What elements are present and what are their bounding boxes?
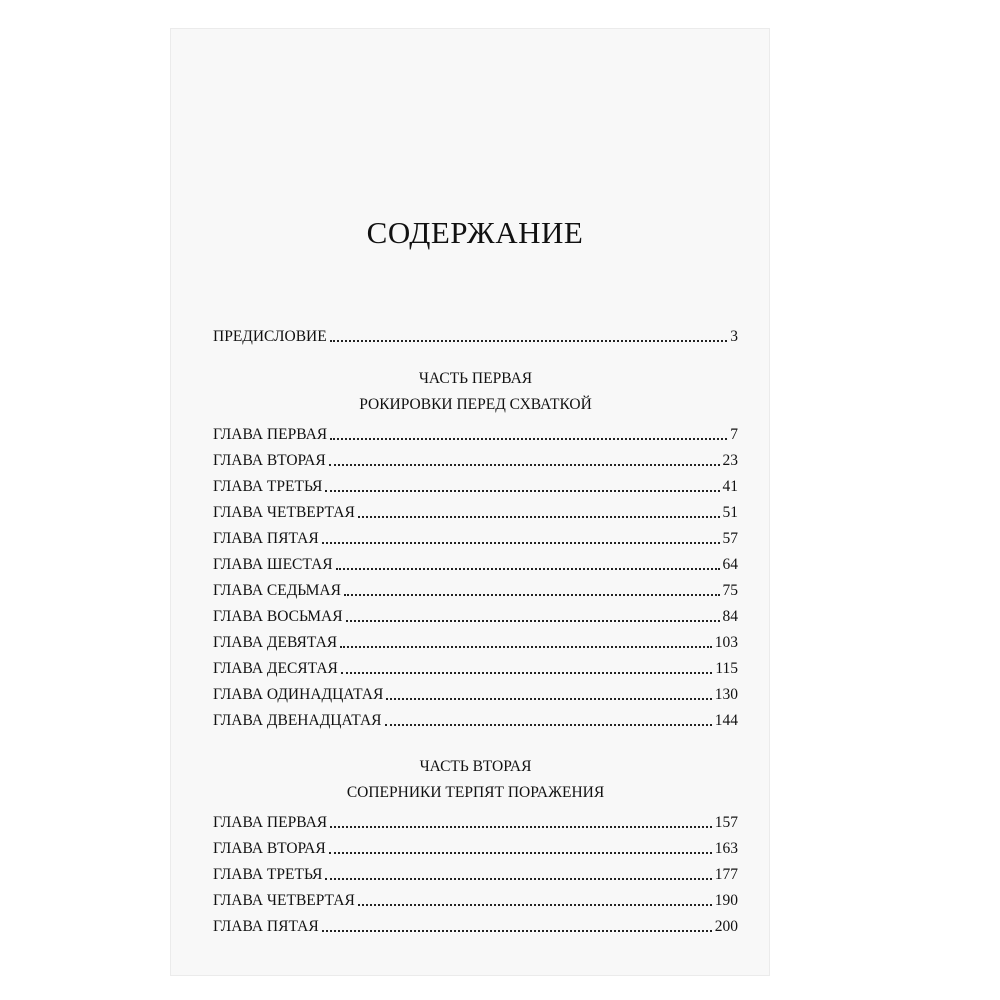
toc-preface bbox=[213, 320, 738, 346]
toc-entry-label: ГЛАВА ПЕРВАЯ bbox=[213, 814, 328, 831]
leader-dots bbox=[325, 878, 711, 880]
leader-dots bbox=[325, 490, 719, 492]
toc-page-number: 51 bbox=[722, 504, 738, 521]
leader-dots bbox=[386, 698, 711, 700]
toc-entry bbox=[213, 858, 738, 884]
toc-page-number: 41 bbox=[722, 478, 738, 495]
toc-page-number: 64 bbox=[722, 556, 738, 573]
part-2-subtitle: СОПЕРНИКИ ТЕРПЯТ ПОРАЖЕНИЯ bbox=[346, 784, 605, 801]
toc-entry-label: ГЛАВА СЕДЬМАЯ bbox=[213, 582, 341, 599]
leader-dots bbox=[322, 930, 712, 932]
toc-entry-label: ГЛАВА ТРЕТЬЯ bbox=[213, 866, 323, 883]
toc-page-number: 163 bbox=[714, 840, 738, 857]
toc-entry-label: ГЛАВА ДЕСЯТАЯ bbox=[213, 660, 338, 677]
toc-page-number: 200 bbox=[714, 918, 738, 935]
toc-entry-label: ГЛАВА ДЕВЯТАЯ bbox=[213, 634, 338, 651]
leader-dots bbox=[322, 542, 720, 544]
toc-part-1 bbox=[213, 366, 738, 730]
toc-entry bbox=[213, 522, 738, 548]
part-2-chapter-list bbox=[213, 806, 738, 936]
toc-entry bbox=[213, 470, 738, 496]
toc-page-number: 7 bbox=[730, 426, 738, 443]
toc-entry bbox=[213, 910, 738, 936]
toc-entry bbox=[213, 678, 738, 704]
toc-entry bbox=[213, 496, 738, 522]
leader-dots bbox=[341, 672, 712, 674]
toc-page-number: 75 bbox=[722, 582, 738, 599]
toc-page-number: 115 bbox=[715, 660, 738, 677]
toc-page-number: 190 bbox=[714, 892, 738, 909]
toc-entry bbox=[213, 832, 738, 858]
toc-page-number: 177 bbox=[714, 866, 738, 883]
leader-dots bbox=[329, 852, 712, 854]
toc-entry-label: ГЛАВА ВТОРАЯ bbox=[213, 840, 326, 857]
toc-entry-label: ГЛАВА ПЯТАЯ bbox=[213, 918, 319, 935]
toc-entry-label: ГЛАВА ОДИНАДЦАТАЯ bbox=[213, 686, 384, 703]
toc-entry bbox=[213, 600, 738, 626]
toc-entry bbox=[213, 884, 738, 910]
toc-entry bbox=[213, 652, 738, 678]
leader-dots bbox=[346, 620, 720, 622]
toc-entry bbox=[213, 444, 738, 470]
leader-dots bbox=[330, 826, 712, 828]
toc-entry-label: ГЛАВА ДВЕНАДЦАТАЯ bbox=[213, 712, 382, 729]
toc-entry bbox=[213, 626, 738, 652]
toc-entry bbox=[213, 548, 738, 574]
toc-page-number: 23 bbox=[722, 452, 738, 469]
leader-dots bbox=[330, 438, 727, 440]
part-2-name: ЧАСТЬ ВТОРАЯ bbox=[419, 758, 532, 775]
toc-page-number: 84 bbox=[722, 608, 738, 625]
toc-entry-label: ГЛАВА ТРЕТЬЯ bbox=[213, 478, 323, 495]
leader-dots bbox=[344, 594, 720, 596]
toc-entry-label: ГЛАВА ЧЕТВЕРТАЯ bbox=[213, 892, 355, 909]
toc-entry-preface bbox=[213, 320, 738, 346]
toc-entry-label: ГЛАВА ВОСЬМАЯ bbox=[213, 608, 343, 625]
toc-entry-label: ГЛАВА ПЕРВАЯ bbox=[213, 426, 328, 443]
toc-entry bbox=[213, 806, 738, 832]
toc-entry bbox=[213, 704, 738, 730]
toc-page-number: 3 bbox=[730, 328, 738, 345]
toc-entry bbox=[213, 574, 738, 600]
leader-dots bbox=[336, 568, 720, 570]
toc-entry-label: ГЛАВА ЧЕТВЕРТАЯ bbox=[213, 504, 355, 521]
toc-page-number: 157 bbox=[714, 814, 738, 831]
leader-dots bbox=[330, 340, 728, 342]
toc-entry-label: ПРЕДИСЛОВИЕ bbox=[213, 328, 327, 345]
leader-dots bbox=[385, 724, 712, 726]
leader-dots bbox=[340, 646, 712, 648]
toc-entry bbox=[213, 418, 738, 444]
toc-page-number: 57 bbox=[722, 530, 738, 547]
toc-entry-label: ГЛАВА ВТОРАЯ bbox=[213, 452, 326, 469]
part-1-name: ЧАСТЬ ПЕРВАЯ bbox=[418, 370, 533, 387]
toc-page-number: 130 bbox=[714, 686, 738, 703]
toc-part-2 bbox=[213, 754, 738, 936]
part-1-subtitle: РОКИРОВКИ ПЕРЕД СХВАТКОЙ bbox=[359, 396, 592, 413]
toc-page-number: 103 bbox=[714, 634, 738, 651]
leader-dots bbox=[329, 464, 720, 466]
toc-page-number: 144 bbox=[714, 712, 738, 729]
leader-dots bbox=[358, 516, 720, 518]
toc-entry-label: ГЛАВА ПЯТАЯ bbox=[213, 530, 319, 547]
toc-entry-label: ГЛАВА ШЕСТАЯ bbox=[213, 556, 333, 573]
leader-dots bbox=[358, 904, 712, 906]
page-title: СОДЕРЖАНИЕ bbox=[366, 215, 584, 250]
part-1-chapter-list bbox=[213, 418, 738, 730]
